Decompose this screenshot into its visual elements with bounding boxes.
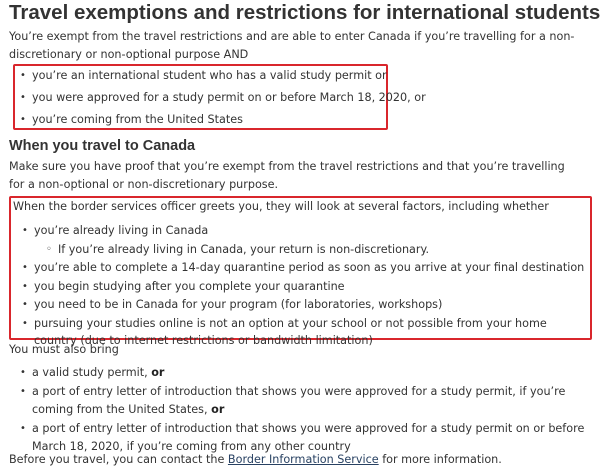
border-intro: When the border services officer greets you, they will look at several factors, including whether xyxy=(13,200,549,213)
before-travel-prefix: Before you travel, you can contact the xyxy=(9,453,228,466)
also-bring-label: You must also bring xyxy=(9,343,119,356)
before-travel-paragraph xyxy=(9,451,579,468)
list-item: • you need to be in Canada for your program (for laboratories, workshops) xyxy=(18,296,588,313)
list-item: • you begin studying after you complete your quarantine xyxy=(18,278,588,295)
list-item: • you’re able to complete a 14-day quarantine period as soon as you arrive at your final destination xyxy=(18,259,588,276)
page-title: Travel exemptions and restrictions for international students xyxy=(9,1,600,24)
highlight-box-border-factors xyxy=(9,196,592,347)
item-text: a port of entry letter of introduction that shows you were approved for a study permit, if you’re coming from the United States, xyxy=(32,385,566,416)
list-item: • a port of entry letter of introduction that shows you were approved for a study permit on or before March 18, 2020, if you’re coming from any other country xyxy=(16,420,586,456)
bring-list xyxy=(16,364,586,457)
item-text: a valid study permit, xyxy=(32,366,152,379)
list-item: • you were approved for a study permit on or before March 18, 2020, or xyxy=(16,89,426,111)
list-item: • you’re already living in Canada xyxy=(18,222,588,239)
list-item xyxy=(16,383,586,419)
section-heading: When you travel to Canada xyxy=(9,138,196,154)
or-label: or xyxy=(211,403,225,416)
proof-paragraph: Make sure you have proof that you’re exempt from the travel restrictions and that you’re travelling for a non-optional or non-discretionary purpose. xyxy=(9,160,565,191)
sub-list-item: ◦ If you’re already living in Canada, your return is non-discretionary. xyxy=(18,241,588,258)
list-item: • you’re coming from the United States xyxy=(16,111,426,133)
before-travel-suffix: for more information. xyxy=(378,453,502,466)
or-label: or xyxy=(151,366,165,379)
list-item: • pursuing your studies online is not an option at your school or not possible from your home country (due to internet restrictions or bandwidth limitation) xyxy=(18,315,588,349)
border-information-service-link[interactable]: Border Information Service xyxy=(227,453,379,466)
list-item: • you’re an international student who has a valid study permit or xyxy=(16,67,426,89)
list-item xyxy=(16,364,586,382)
exempt-conditions-list xyxy=(16,67,426,133)
intro-paragraph: You’re exempt from the travel restrictions and are able to enter Canada if you’re travelling for a non-discretionary or non-optional purpose AND xyxy=(9,30,575,61)
factors-list xyxy=(18,222,588,350)
